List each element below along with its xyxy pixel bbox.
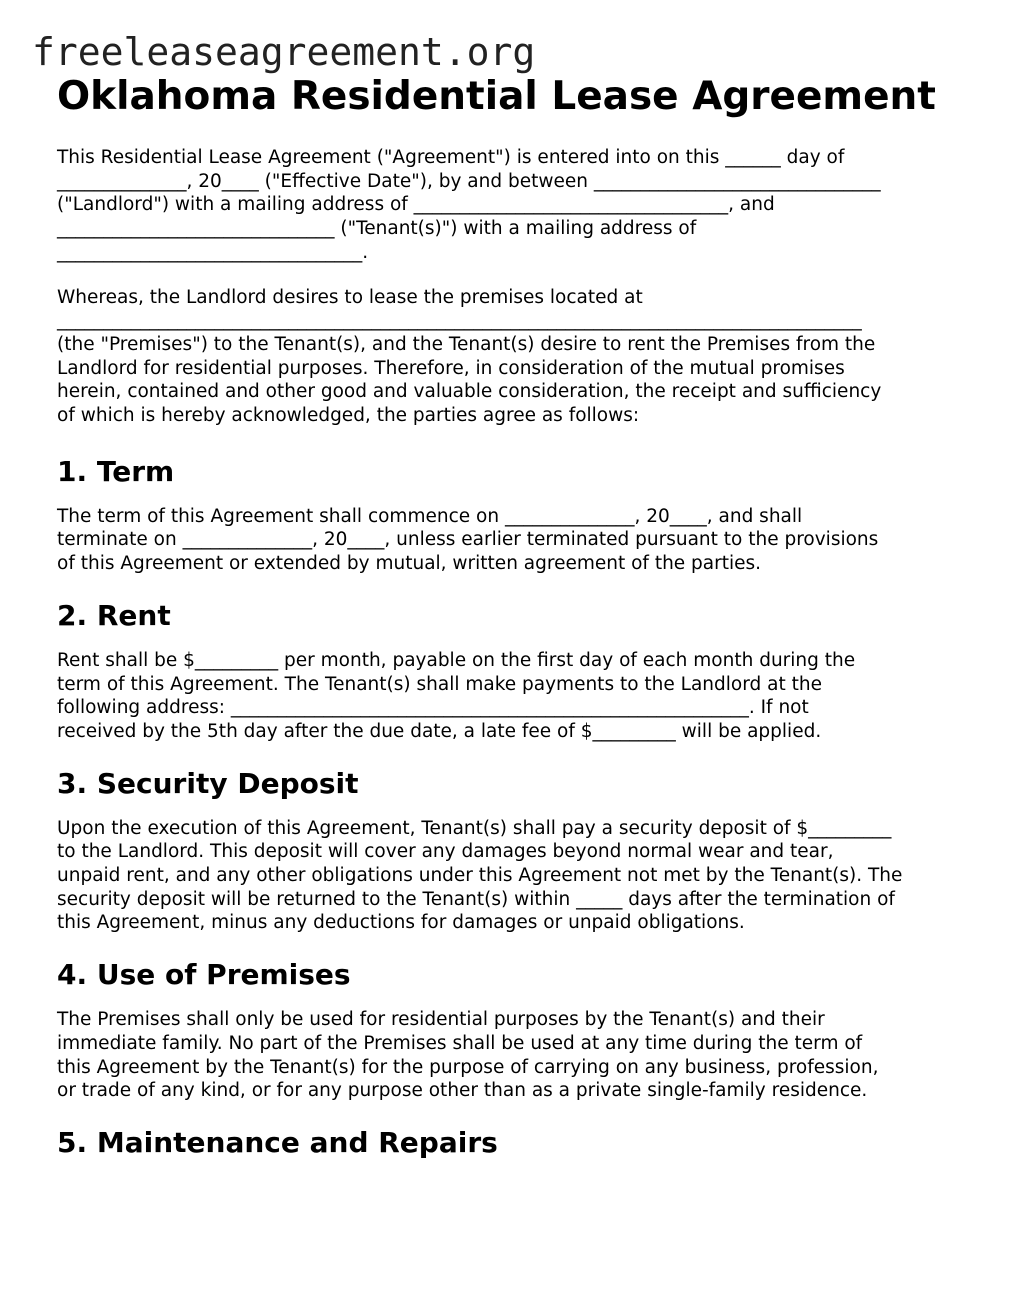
section-rent (57, 598, 967, 744)
text-line: Landlord for residential purposes. Therefore, in consideration of the mutual promises (57, 357, 845, 379)
text-line: term of this Agreement. The Tenant(s) shall make payments to the Landlord at the (57, 673, 822, 695)
text-line: to the Landlord. This deposit will cover any damages beyond normal wear and tear, (57, 841, 834, 863)
text-line: Upon the execution of this Agreement, Tenant(s) shall pay a security deposit of $_________ (57, 817, 892, 839)
text-line: unpaid rent, and any other obligations under this Agreement not met by the Tenant(s). The (57, 865, 903, 887)
section-security-deposit (57, 766, 967, 936)
section-body-term (57, 505, 967, 576)
text-line: or trade of any kind, or for any purpose other than as a private single-family residence. (57, 1080, 868, 1102)
text-line: herein, contained and other good and valuable consideration, the receipt and sufficiency (57, 381, 882, 403)
section-title-use-of-premises: 4. Use of Premises (57, 958, 351, 992)
section-title-maintenance-and-repairs: 5. Maintenance and Repairs (57, 1125, 498, 1159)
site-watermark: freeleaseagreement.org (32, 30, 536, 74)
text-line: Rent shall be $_________ per month, payable on the first day of each month during the (57, 649, 856, 671)
text-line: following address: ________________________________________________________. If not (57, 697, 809, 719)
text-line: security deposit will be returned to the Tenant(s) within _____ days after the termination of (57, 888, 895, 910)
section-body-use-of-premises (57, 1008, 967, 1103)
section-body-security-deposit (57, 817, 967, 936)
section-use-of-premises (57, 957, 967, 1103)
text-line: This Residential Lease Agreement ("Agreement") is entered into on this ______ day of (57, 147, 845, 168)
text-line: _______________________________________________________________________________________ (57, 310, 862, 332)
whereas-paragraph (57, 286, 967, 428)
intro-paragraph (57, 146, 967, 265)
section-title-term: 1. Term (57, 454, 175, 488)
text-line: _________________________________. (57, 241, 369, 263)
text-line: ______________, 20____ ("Effective Date"), by and between _______________________________ (57, 170, 881, 192)
text-line: ______________________________ ("Tenant(s)") with a mailing address of (57, 218, 697, 240)
text-line: of which is hereby acknowledged, the parties agree as follows: (57, 405, 640, 427)
text-line: immediate family. No part of the Premises shall be used at any time during the term of (57, 1032, 863, 1054)
text-line: The term of this Agreement shall commence on ______________, 20____, and shall (57, 505, 803, 527)
text-line: terminate on ______________, 20____, unless earlier terminated pursuant to the provisions (57, 529, 879, 551)
section-maintenance-and-repairs (57, 1125, 967, 1161)
document-title: Oklahoma Residential Lease Agreement (57, 74, 936, 119)
text-line: Whereas, the Landlord desires to lease the premises located at (57, 286, 643, 308)
text-line: (the "Premises") to the Tenant(s), and the Tenant(s) desire to rent the Premises from the (57, 333, 876, 355)
text-line: of this Agreement or extended by mutual, written agreement of the parties. (57, 553, 762, 575)
text-line: received by the 5th day after the due date, a late fee of $_________ will be applied. (57, 720, 822, 742)
text-line: this Agreement, minus any deductions for damages or unpaid obligations. (57, 912, 745, 934)
section-title-rent: 2. Rent (57, 598, 171, 632)
lease-document (57, 72, 967, 1176)
section-term (57, 454, 967, 576)
section-body-rent (57, 649, 967, 744)
text-line: ("Landlord") with a mailing address of __________________________________, and (57, 194, 775, 216)
text-line: The Premises shall only be used for residential purposes by the Tenant(s) and their (57, 1009, 825, 1031)
text-line: this Agreement by the Tenant(s) for the purpose of carrying on any business, profession, (57, 1056, 879, 1078)
section-title-security-deposit: 3. Security Deposit (57, 766, 359, 800)
